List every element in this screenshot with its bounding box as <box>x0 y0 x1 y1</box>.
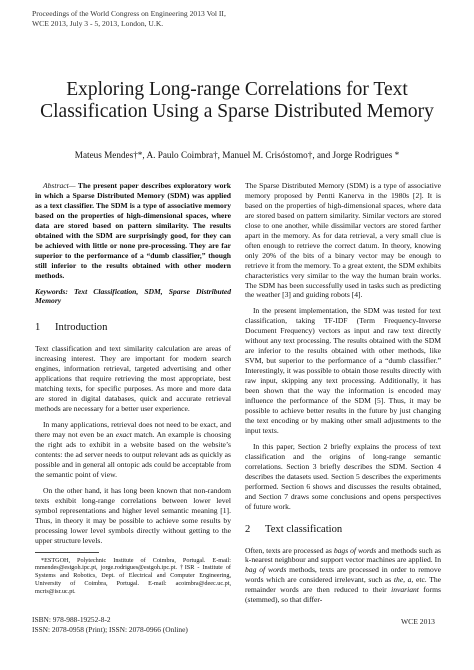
intro-paragraph-1: Text classification and text similarity calculation are areas of increasing interest. They are important for modern search engines, information retrieval, targeted advertising and other applications that require retrieving the most appropriate, best matching texts, for specific purposes. As more and more data are stored in digital databases, quick and accurate retrieval methods are necessary for a better user experience. <box>35 344 231 414</box>
tc-emphasis-1: bags of words <box>333 545 377 555</box>
section-title: Text classification <box>265 523 343 535</box>
tc-text-e: forms (stemmed), so that differ- <box>245 585 441 605</box>
author-list: Mateus Mendes†*, A. Paulo Coimbra†, Manuel M. Crisóstomo†, and Jorge Rodrigues * <box>74 150 400 160</box>
footer-conference: WCE 2013 <box>401 617 435 626</box>
keywords-text: Text Classification, SDM, Sparse Distributed Memory <box>35 286 231 306</box>
proceedings-line-2: WCE 2013, July 3 - 5, 2013, London, U.K. <box>32 19 164 28</box>
proceedings-line-1: Proceedings of the World Congress on Engineering 2013 Vol II, <box>32 9 226 18</box>
intro-paragraph-3: On the other hand, it has long been known that non-random texts exhibit long-range correlations between lower level symbol representations and higher level semantic meaning [1]. Thus, in theory it may be possible to achieve some results by processing lower level symbols directly without getting to the upper structure levels. <box>35 485 231 545</box>
tc-emphasis-4: invariant <box>391 585 419 595</box>
keywords-label: Keywords: <box>35 286 68 296</box>
abstract <box>35 181 231 281</box>
footnote-divider <box>35 552 99 553</box>
sdm-paragraph: The Sparse Distributed Memory (SDM) is a type of associative memory proposed by Pentti Kanerva in the 1980s [2]. It is based on the properties of high-dimensional spaces, where data are stored based on pattern similarity. Similar vectors are stored close to one another, while dissimilar vectors are stored farther apart in the memory. As for data retrieval, a very small clue is often enough to retrieve the correct datum. In theory, knowing only 20% of the bits of a binary vector may be enough to retrieve it from the memory. To a great extent, the SDM exhibits characteristics very similar to the way the human brain works. The SDM has been successfully used in tasks such as predicting the weather [3] and guiding robots [4]. <box>245 181 441 300</box>
text-classification-paragraph <box>245 546 441 606</box>
intro-p2-emphasis: exact <box>115 430 132 440</box>
tc-text-b: and methods such as k-nearest neighbour and support vector machines are applied. In <box>245 545 441 565</box>
section-number: 2 <box>245 523 251 535</box>
abstract-label: Abstract— <box>43 181 76 190</box>
issn: ISSN: 2078-0958 (Print); ISSN: 2078-0966 (Online) <box>32 625 188 634</box>
section-title: Introduction <box>55 322 108 334</box>
section-number: 1 <box>35 322 41 334</box>
paper-title: Exploring Long-range Correlations for Text Classification Using a Sparse Distributed Memory <box>40 79 434 122</box>
section-heading-introduction <box>35 322 231 334</box>
right-column <box>245 181 441 611</box>
tc-text-d: etc. The remainder words are then reduced to their <box>245 575 441 595</box>
intro-p2-text-a: In many applications, retrieval does not need to be exact, and there may not even be an <box>35 420 231 440</box>
tc-text-c: methods, texts are processed in order to remove words which are considered irrelevant, such as <box>245 565 441 585</box>
left-column <box>35 181 231 602</box>
proceedings-header <box>32 9 226 29</box>
intro-paragraph-2 <box>35 420 231 480</box>
isbn: ISBN: 978-988-19252-8-2 <box>32 615 111 624</box>
structure-paragraph: In this paper, Section 2 briefly explains the process of text classification and the origins of long-range semantic correlations. Section 3 briefly describes the SDM. Section 4 describes the datasets used. Section 5 describes the experiments performed. Section 6 shows and discusses the results obtained, and Section 7 draws some conclusions and opens perspectives of future work. <box>245 441 441 511</box>
footnote: *ESTGOH, Polytechnic Institute of Coimbra, Portugal. E-mail: mmendes@estgoh.ipc.pt, jorge.rodrigues@estgoh.ipc.pt. †ISR - Institute of Systems and Robotics, Dept. of Electrical and Computer Engineering, University of Coimbra, Portugal. E-mail: acoimbra@deec.uc.pt, mcris@isr.uc.pt. <box>35 556 231 595</box>
tc-emphasis-2: bag of words <box>245 565 287 575</box>
intro-p2-text-b: match. An example is choosing the right ads to exhibit in a website based on the website’s contents: the ad server needs to output relevant ads as quickly as possible and in general all ontopic ads could be acceptable from the semantic point of view. <box>35 430 232 479</box>
footer-identifiers <box>32 615 188 635</box>
tc-text-a: Often, texts are processed as <box>245 545 334 555</box>
abstract-text: The present paper describes exploratory work in which a Sparse Distributed Memory (SDM) was applied as a text classifier. The SDM is a type of associative memory based on the properties of high-dimensional spaces, where data are stored based on pattern similarity. The results obtained with the SDM are surprisingly good, for they can be achieved with little or none pre-processing. They are far superior to the performance of a “dumb classifier,” though still inferior to the results obtained with other modern methods. <box>35 181 231 280</box>
keywords <box>35 287 231 307</box>
section-heading-text-classification <box>245 524 441 536</box>
tc-emphasis-3: the, a, <box>393 575 414 585</box>
implementation-paragraph: In the present implementation, the SDM was tested for text classification, taking TF-IDF (Term Frequency-Inverse Document Frequency) vectors as input and raw text directly without any text processing. The results obtained with the SDM are inferior to the results obtained with other methods, like SVM, but superior to the performance of a “dumb classifier.” Interestingly, it was possible to obtain those results directly with raw input, skipping any text processing. Additionally, it has been shown that the way the information is encoded may influence the performance of the SDM [5]. Thus, it may be possible to achieve better results in the future by just changing the text encoding or by making other small adjustments to the input texts. <box>245 306 441 435</box>
